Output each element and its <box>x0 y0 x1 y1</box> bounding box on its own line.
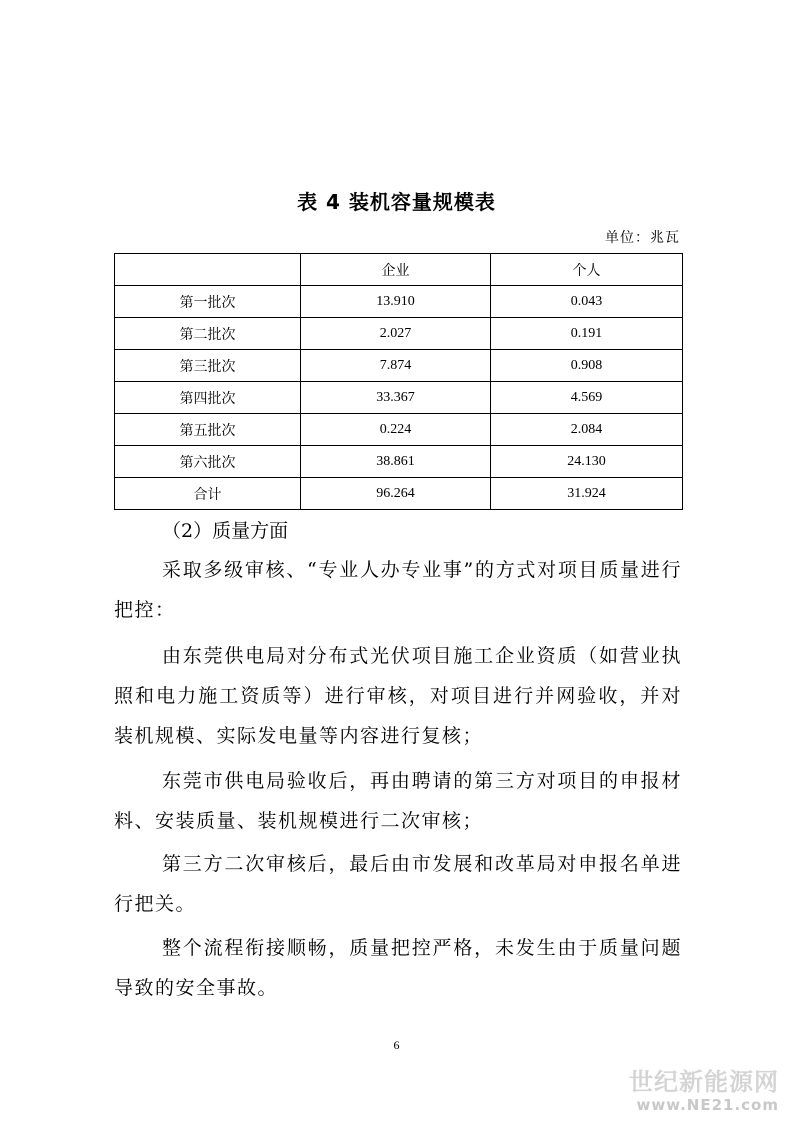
individual-value: 0.191 <box>491 318 683 350</box>
batch-label: 第五批次 <box>115 414 301 446</box>
enterprise-value: 2.027 <box>301 318 491 350</box>
paragraph: 采取多级审核、“专业人办专业事”的方式对项目质量进行把控： <box>114 559 682 621</box>
watermark-logo <box>629 1070 779 1113</box>
batch-label: 第四批次 <box>115 382 301 414</box>
table-row <box>115 286 683 318</box>
capacity-table <box>114 253 683 510</box>
table-title: 表 4 装机容量规模表 <box>297 190 496 214</box>
batch-label: 第六批次 <box>115 446 301 478</box>
individual-value: 24.130 <box>491 446 683 478</box>
paragraph: 东莞市供电局验收后，再由聘请的第三方对项目的申报材料、安装质量、装机规模进行二次审核； <box>114 770 682 832</box>
page-number: 6 <box>393 1038 400 1052</box>
table-row <box>115 318 683 350</box>
paragraph: 由东莞供电局对分布式光伏项目施工企业资质（如营业执照和电力施工资质等）进行审核，对项目进行并网验收，并对装机规模、实际发电量等内容进行复核； <box>114 645 682 747</box>
table-row <box>115 414 683 446</box>
watermark-name: 世纪新能源网 <box>629 1068 779 1096</box>
total-label: 合计 <box>115 478 301 510</box>
section-heading: （2）质量方面 <box>162 520 289 542</box>
enterprise-value: 7.874 <box>301 350 491 382</box>
batch-label: 第二批次 <box>115 318 301 350</box>
enterprise-value: 0.224 <box>301 414 491 446</box>
individual-value: 0.908 <box>491 350 683 382</box>
enterprise-value: 13.910 <box>301 286 491 318</box>
paragraph: 第三方二次审核后，最后由市发展和改革局对申报名单进行把关。 <box>114 853 682 915</box>
table-row <box>115 350 683 382</box>
table-header-cell <box>115 254 301 286</box>
table-header-row <box>115 254 683 286</box>
table-row <box>115 382 683 414</box>
watermark-url: www.NE21.com <box>636 1096 779 1114</box>
individual-total: 31.924 <box>491 478 683 510</box>
table-header-cell: 个人 <box>491 254 683 286</box>
individual-value: 4.569 <box>491 382 683 414</box>
individual-value: 2.084 <box>491 414 683 446</box>
paragraph: 整个流程衔接顺畅，质量把控严格，未发生由于质量问题导致的安全事故。 <box>114 937 682 999</box>
table-row <box>115 446 683 478</box>
enterprise-value: 33.367 <box>301 382 491 414</box>
batch-label: 第一批次 <box>115 286 301 318</box>
individual-value: 0.043 <box>491 286 683 318</box>
batch-label: 第三批次 <box>115 350 301 382</box>
unit-label: 单位：兆瓦 <box>605 230 680 246</box>
enterprise-value: 38.861 <box>301 446 491 478</box>
enterprise-total: 96.264 <box>301 478 491 510</box>
table-total-row <box>115 478 683 510</box>
table-header-cell: 企业 <box>301 254 491 286</box>
